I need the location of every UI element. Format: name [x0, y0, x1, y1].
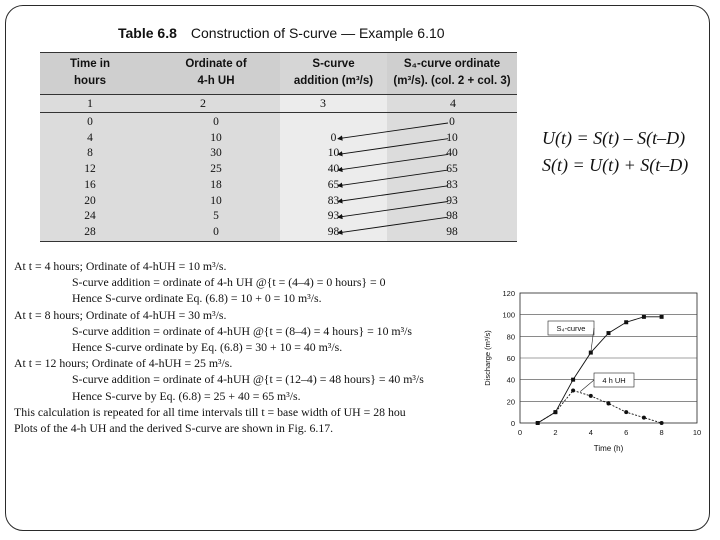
header-uh-ordinate: Ordinate of 4-h UH: [185, 58, 247, 87]
table-cell: 8: [87, 147, 93, 160]
table-cell: 83: [327, 194, 340, 207]
table-cell: 4: [87, 131, 93, 144]
table-cell: 24: [84, 210, 96, 223]
table-cell: 0: [213, 116, 219, 128]
table-cell: 40: [327, 163, 340, 176]
table-cell: 30: [210, 147, 222, 160]
table-cell: 12: [84, 163, 96, 176]
calculation-line: S-curve addition = ordinate of 4-hUH @{t = (8–4) = 4 hours} = 10 m³/s: [72, 323, 413, 338]
column-number: 1: [87, 96, 93, 110]
table-cell: 16: [84, 178, 96, 191]
data-point: [536, 421, 540, 425]
data-point: [553, 410, 557, 414]
table-cell: 0: [213, 225, 219, 238]
table-cell: 93: [327, 210, 340, 223]
header-s-addition: S-curve addition (m³/s): [293, 58, 374, 87]
table-cell: 10: [327, 147, 340, 160]
data-point: [624, 320, 628, 324]
x-tick-label: 6: [624, 428, 629, 437]
data-point: [660, 315, 664, 319]
s-curve-table: [40, 52, 517, 242]
data-point: [607, 402, 611, 406]
x-tick-label: 8: [659, 428, 664, 437]
calculation-line: Hence S-curve by Eq. (6.8) = 25 + 40 = 65 m³/s.: [72, 388, 301, 403]
table-cell: 0: [330, 131, 337, 144]
calculation-line: At t = 4 hours; Ordinate of 4-hUH = 10 m³/s.: [14, 259, 227, 273]
annotation-label: 4 h UH: [602, 376, 626, 385]
hydrograph-chart: [480, 285, 710, 470]
table-cell: 98: [446, 210, 458, 223]
data-point: [642, 416, 646, 420]
calculation-line: Hence S-curve ordinate by Eq. (6.8) = 30 + 10 = 40 m³/s.: [72, 340, 343, 355]
equation-unit-hydrograph: U(t) = S(t) – S(t–D): [542, 128, 686, 148]
table-cell: 10: [446, 131, 458, 144]
x-tick-label: 2: [553, 428, 558, 437]
header-time: Time in hours: [69, 58, 111, 87]
data-point: [571, 389, 575, 393]
table-cell: 98: [327, 225, 340, 238]
table-title: Construction of S-curve — Example 6.10: [190, 25, 445, 41]
y-axis-label: Discharge (m³/s): [483, 330, 492, 386]
x-tick-label: 10: [692, 428, 702, 437]
y-tick-label: 100: [502, 310, 515, 320]
data-point: [642, 315, 646, 319]
annotation-label: S₄-curve: [556, 324, 586, 333]
y-tick-label: 20: [506, 397, 515, 407]
y-tick-label: 120: [502, 289, 515, 298]
data-point: [571, 378, 575, 382]
y-tick-label: 60: [506, 354, 515, 363]
table-cell: 25: [210, 163, 222, 176]
data-point: [607, 331, 611, 335]
equation-s-curve: S(t) = U(t) + S(t–D): [542, 155, 689, 175]
table-cell: 20: [84, 194, 96, 207]
table-caption: [118, 25, 445, 41]
y-tick-label: 0: [510, 419, 515, 428]
column-number: 4: [450, 96, 456, 110]
calculation-line: At t = 8 hours; Ordinate of 4-hUH = 30 m³/s.: [14, 307, 227, 322]
table-cell: 5: [213, 210, 219, 223]
x-axis-label: Time (h): [593, 444, 624, 453]
data-point: [589, 394, 593, 398]
calculation-line: S-curve addition = ordinate of 4-h UH @{t = (4–4) = 0 hours} = 0: [72, 275, 386, 290]
calculation-line: Hence S-curve ordinate Eq. (6.8) = 10 + 0 = 10 m³/s.: [72, 291, 322, 306]
table-cell: 0: [449, 116, 455, 128]
table-cell: 93: [446, 194, 458, 207]
table-cell: 98: [446, 225, 458, 238]
table-cell: 18: [210, 178, 222, 191]
calculation-line: Plots of the 4-h UH and the derived S-curve are shown in Fig. 6.17.: [14, 421, 334, 436]
data-point: [624, 410, 628, 414]
column-number: 3: [320, 96, 326, 110]
table-cell: 10: [210, 194, 222, 207]
y-tick-label: 80: [506, 332, 515, 342]
calculation-line: S-curve addition = ordinate of 4-hUH @{t = (12–4) = 48 hours} = 40 m³/s: [72, 372, 424, 387]
data-point: [660, 421, 664, 425]
table-cell: 28: [84, 225, 96, 238]
x-tick-label: 4: [588, 428, 593, 437]
calculation-line: This calculation is repeated for all time intervals till t = base width of UH = 28 hou: [14, 404, 406, 419]
annotation-leader: [580, 380, 594, 392]
table-cell: 83: [446, 178, 458, 191]
calculation-line: At t = 12 hours; Ordinate of 4-hUH = 25 m³/s.: [14, 356, 233, 371]
table-cell: 40: [446, 147, 458, 160]
y-tick-label: 40: [506, 375, 515, 385]
table-cell: 10: [210, 131, 222, 144]
table-cell: 65: [327, 178, 340, 191]
x-tick-label: 0: [517, 428, 523, 437]
table-cell: 0: [87, 116, 93, 128]
column-number: 2: [200, 96, 206, 110]
table-number: Table 6.8: [118, 25, 177, 41]
header-s-ordinate: S₄-curve ordinate (m³/s). (col. 2 + col. 3): [393, 58, 511, 87]
calculation-text: [14, 258, 479, 436]
table-cell: 65: [446, 163, 458, 176]
